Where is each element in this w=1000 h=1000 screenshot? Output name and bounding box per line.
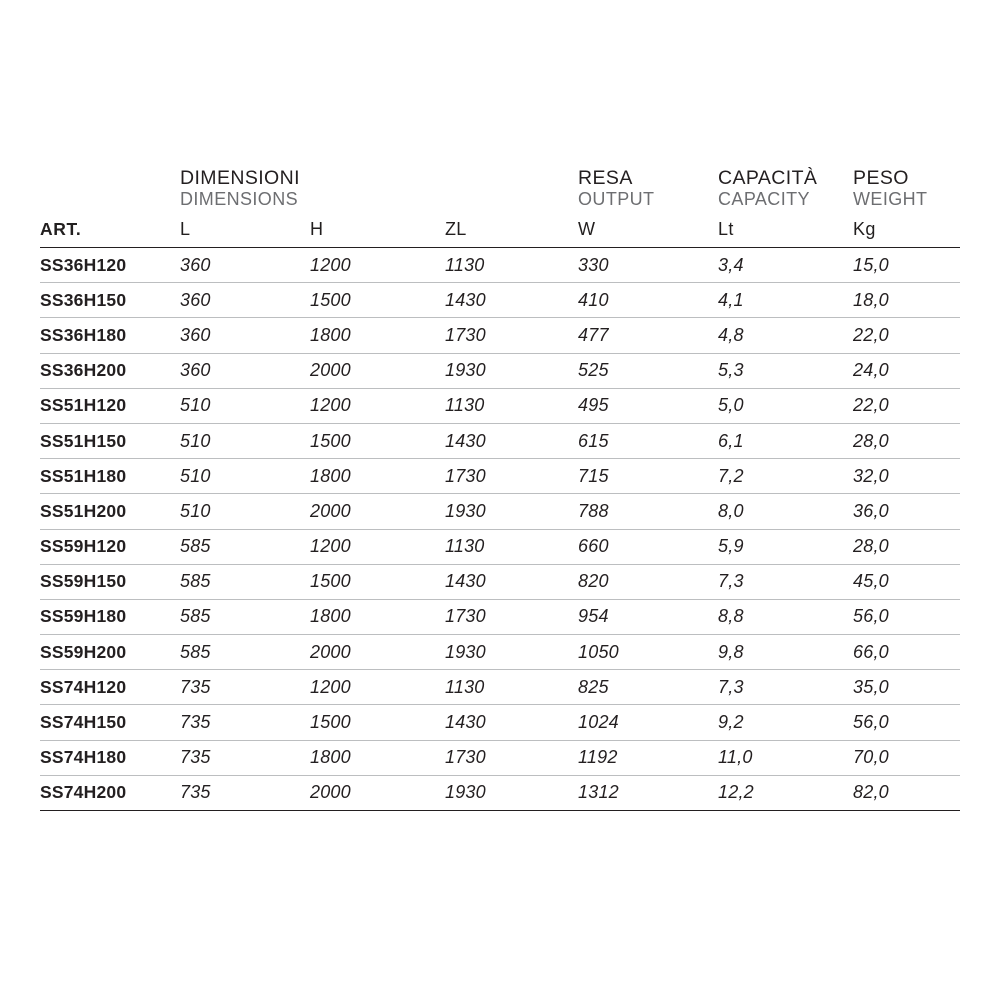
group-header-output-it: RESA [578,167,633,189]
cell-h: 2000 [310,635,445,670]
cell-art: SS74H150 [40,705,180,740]
cell-kg: 45,0 [853,564,960,599]
cell-h: 1200 [310,248,445,283]
cell-zl: 1930 [445,494,578,529]
cell-zl: 1930 [445,635,578,670]
cell-w: 495 [578,388,718,423]
cell-h: 2000 [310,353,445,388]
cell-h: 1500 [310,705,445,740]
cell-lt: 8,8 [718,599,853,634]
cell-zl: 1730 [445,599,578,634]
cell-zl: 1430 [445,283,578,318]
cell-art: SS59H180 [40,599,180,634]
group-header-capacity-it: CAPACITÀ [718,167,818,189]
cell-w: 1050 [578,635,718,670]
cell-h: 1800 [310,740,445,775]
table-row [40,670,960,705]
table-row [40,318,960,353]
column-header-zl: ZL [445,217,578,248]
cell-h: 1800 [310,599,445,634]
table-row [40,599,960,634]
table-row [40,740,960,775]
cell-lt: 5,3 [718,353,853,388]
cell-art: SS59H150 [40,564,180,599]
group-header-output-en: OUTPUT [578,189,655,209]
cell-w: 788 [578,494,718,529]
cell-l: 510 [180,423,310,458]
cell-kg: 82,0 [853,775,960,810]
cell-w: 525 [578,353,718,388]
table-row [40,353,960,388]
cell-l: 735 [180,775,310,810]
cell-h: 2000 [310,775,445,810]
cell-w: 330 [578,248,718,283]
cell-w: 1192 [578,740,718,775]
table-row [40,423,960,458]
table-row [40,459,960,494]
table-row [40,564,960,599]
cell-lt: 8,0 [718,494,853,529]
group-header-weight [853,168,960,217]
cell-h: 1800 [310,459,445,494]
cell-lt: 11,0 [718,740,853,775]
table-body [40,248,960,811]
cell-kg: 28,0 [853,423,960,458]
cell-l: 360 [180,283,310,318]
cell-zl: 1730 [445,459,578,494]
cell-art: SS74H120 [40,670,180,705]
cell-kg: 28,0 [853,529,960,564]
cell-kg: 15,0 [853,248,960,283]
cell-h: 1200 [310,670,445,705]
column-header-art: ART. [40,217,180,248]
cell-art: SS51H180 [40,459,180,494]
cell-l: 585 [180,635,310,670]
cell-kg: 32,0 [853,459,960,494]
group-header-empty [40,168,180,217]
cell-art: SS36H200 [40,353,180,388]
cell-l: 360 [180,248,310,283]
cell-h: 2000 [310,494,445,529]
cell-art: SS59H120 [40,529,180,564]
cell-art: SS36H180 [40,318,180,353]
cell-h: 1800 [310,318,445,353]
cell-art: SS59H200 [40,635,180,670]
cell-zl: 1930 [445,353,578,388]
column-header-row [40,217,960,248]
cell-kg: 56,0 [853,705,960,740]
cell-lt: 12,2 [718,775,853,810]
cell-zl: 1430 [445,564,578,599]
cell-zl: 1130 [445,248,578,283]
cell-lt: 5,9 [718,529,853,564]
group-header-dimensions [180,168,578,217]
cell-zl: 1130 [445,388,578,423]
cell-lt: 4,1 [718,283,853,318]
cell-kg: 66,0 [853,635,960,670]
cell-h: 1500 [310,564,445,599]
cell-w: 954 [578,599,718,634]
table-row [40,529,960,564]
cell-art: SS36H150 [40,283,180,318]
group-header-weight-it: PESO [853,167,909,189]
cell-art: SS74H200 [40,775,180,810]
cell-l: 585 [180,529,310,564]
cell-lt: 4,8 [718,318,853,353]
cell-l: 360 [180,353,310,388]
cell-art: SS74H180 [40,740,180,775]
table-row [40,705,960,740]
cell-kg: 24,0 [853,353,960,388]
table-row [40,635,960,670]
cell-l: 735 [180,740,310,775]
cell-l: 510 [180,494,310,529]
column-header-w: W [578,217,718,248]
cell-art: SS51H120 [40,388,180,423]
cell-h: 1500 [310,283,445,318]
cell-kg: 22,0 [853,318,960,353]
cell-kg: 56,0 [853,599,960,634]
cell-lt: 9,2 [718,705,853,740]
cell-l: 735 [180,705,310,740]
table-row [40,248,960,283]
cell-zl: 1730 [445,740,578,775]
group-header-capacity [718,168,853,217]
column-header-lt: Lt [718,217,853,248]
cell-w: 410 [578,283,718,318]
cell-kg: 36,0 [853,494,960,529]
cell-lt: 7,3 [718,670,853,705]
group-header-row [40,168,960,217]
cell-lt: 6,1 [718,423,853,458]
cell-art: SS36H120 [40,248,180,283]
cell-kg: 70,0 [853,740,960,775]
table-row [40,494,960,529]
group-header-dimensions-it: DIMENSIONI [180,167,300,189]
cell-w: 660 [578,529,718,564]
cell-h: 1500 [310,423,445,458]
cell-lt: 7,3 [718,564,853,599]
cell-zl: 1130 [445,529,578,564]
column-header-h: H [310,217,445,248]
cell-h: 1200 [310,388,445,423]
cell-zl: 1430 [445,705,578,740]
cell-w: 477 [578,318,718,353]
cell-zl: 1130 [445,670,578,705]
cell-lt: 3,4 [718,248,853,283]
cell-l: 360 [180,318,310,353]
cell-w: 615 [578,423,718,458]
table-row [40,775,960,810]
group-header-dimensions-en: DIMENSIONS [180,189,299,209]
cell-zl: 1930 [445,775,578,810]
cell-zl: 1730 [445,318,578,353]
group-header-output [578,168,718,217]
cell-l: 510 [180,388,310,423]
cell-w: 715 [578,459,718,494]
cell-lt: 7,2 [718,459,853,494]
cell-w: 1312 [578,775,718,810]
cell-zl: 1430 [445,423,578,458]
cell-art: SS51H200 [40,494,180,529]
cell-lt: 5,0 [718,388,853,423]
column-header-l: L [180,217,310,248]
cell-w: 1024 [578,705,718,740]
cell-lt: 9,8 [718,635,853,670]
group-header-capacity-en: CAPACITY [718,189,810,209]
table-row [40,283,960,318]
cell-l: 510 [180,459,310,494]
cell-l: 585 [180,564,310,599]
cell-kg: 22,0 [853,388,960,423]
cell-kg: 18,0 [853,283,960,318]
specifications-table [40,168,960,811]
cell-w: 820 [578,564,718,599]
cell-h: 1200 [310,529,445,564]
table-row [40,388,960,423]
cell-l: 735 [180,670,310,705]
group-header-weight-en: WEIGHT [853,189,928,209]
column-header-kg: Kg [853,217,960,248]
cell-kg: 35,0 [853,670,960,705]
cell-l: 585 [180,599,310,634]
cell-art: SS51H150 [40,423,180,458]
cell-w: 825 [578,670,718,705]
